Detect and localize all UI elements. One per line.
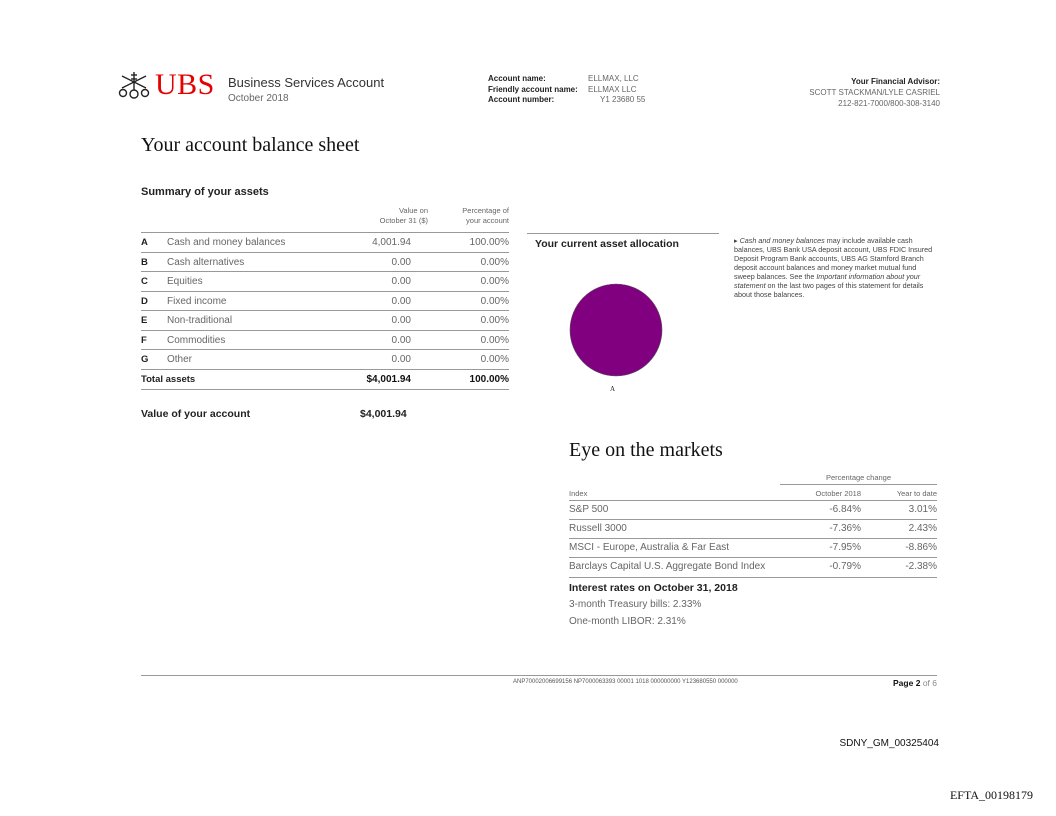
asset-name: Equities (167, 276, 203, 287)
note-text-1: may include available cash balances, UBS Bank USA deposit account, UBS FDIC Insured Deposit Program Bank accounts, UBS AG Stamford Branch deposit account balances and money market mutual fund sweep balances. See the (734, 236, 933, 281)
pie-slice-a (570, 284, 662, 376)
ubs-wordmark: UBS (155, 68, 215, 101)
note-italic-2: Important information about your statement (734, 272, 921, 290)
account-value-label: Value of your account (141, 408, 251, 420)
financial-advisor (809, 76, 940, 109)
total-assets-value: $4,001.94 (366, 374, 411, 385)
asset-percent: 0.00% (480, 276, 509, 287)
market-month: -0.79% (829, 561, 861, 572)
value-header-line1: Value on (398, 206, 428, 215)
asset-row-g (141, 349, 509, 369)
total-assets-percent: 100.00% (469, 374, 509, 385)
value-header-line2: October 31 ($) (379, 216, 428, 225)
asset-row-e (141, 310, 509, 330)
asset-name: Commodities (167, 335, 226, 346)
efta-number: EFTA_00198179 (949, 788, 1033, 802)
percent-column-header (430, 206, 509, 226)
asset-key: G (141, 354, 149, 365)
ubs-logo (117, 70, 215, 100)
pie-label-a: A (610, 385, 616, 393)
asset-row-a (141, 232, 509, 252)
asset-percent: 0.00% (480, 315, 509, 326)
page-number (893, 678, 937, 688)
market-row-barclays (569, 557, 937, 578)
asset-value: 0.00 (391, 276, 411, 287)
asset-name: Fixed income (167, 296, 227, 307)
asset-row-b (141, 252, 509, 272)
percent-header-line1: Percentage of (462, 206, 509, 215)
account-name-value: ELLMAX, LLC (588, 74, 639, 83)
asset-percent: 100.00% (469, 237, 509, 248)
footer-divider (141, 675, 937, 676)
summary-title: Summary of your assets (141, 186, 269, 198)
page-word: Page (893, 678, 914, 688)
document-code: ANP70002006699156 NP7000063393 00001 1018 000000000 Y123680550 000000 (513, 679, 738, 685)
page-current: 2 (915, 678, 921, 688)
advisor-title: Your Financial Advisor: (851, 77, 940, 86)
asset-value: 0.00 (391, 335, 411, 346)
page-title: Your account balance sheet (141, 134, 360, 156)
asset-value: 0.00 (391, 315, 411, 326)
asset-key: D (141, 296, 148, 307)
asset-percent: 0.00% (480, 257, 509, 268)
bullet-arrow-icon: ▸ (734, 236, 738, 245)
market-ytd: 2.43% (908, 523, 937, 534)
asset-row-f (141, 330, 509, 350)
asset-value: 0.00 (391, 354, 411, 365)
advisor-phone: 212-821-7000/800-308-3140 (838, 99, 940, 108)
account-info (488, 74, 645, 106)
asset-name: Non-traditional (167, 315, 233, 326)
market-ytd: -8.86% (905, 542, 937, 553)
asset-key: A (141, 237, 148, 248)
account-number-label: Account number: (488, 95, 555, 104)
asset-name: Other (167, 354, 193, 365)
index-column-header: Index (569, 489, 588, 498)
market-ytd: 3.01% (908, 504, 937, 515)
asset-key: F (141, 335, 147, 346)
asset-value: 0.00 (391, 257, 411, 268)
percentage-change-header: Percentage change (780, 473, 937, 485)
total-assets-label: Total assets (141, 374, 196, 385)
asset-key: C (141, 276, 148, 287)
allocation-title: Your current asset allocation (535, 238, 679, 250)
percent-header-line2: your account (466, 216, 509, 225)
markets-title: Eye on the markets (569, 439, 723, 461)
friendly-name-value: ELLMAX LLC (588, 84, 637, 94)
note-italic-1: Cash and money balances (739, 236, 825, 245)
asset-row-d (141, 291, 509, 311)
asset-percent: 0.00% (480, 354, 509, 365)
market-index: S&P 500 (569, 504, 609, 515)
keys-emblem-icon (117, 70, 151, 100)
libor-rate: One-month LIBOR: 2.31% (569, 616, 686, 627)
bates-number: SDNY_GM_00325404 (839, 738, 939, 749)
total-assets-row (141, 369, 509, 390)
ytd-column-header: Year to date (896, 489, 937, 498)
market-month: -6.84% (829, 504, 861, 515)
market-row-sp500 (569, 500, 937, 520)
month-column-header: October 2018 (815, 489, 861, 498)
asset-key: B (141, 257, 148, 268)
account-number-value: Y1 23680 55 (600, 95, 646, 104)
asset-percent: 0.00% (480, 335, 509, 346)
allocation-divider (527, 233, 719, 234)
page-total: of 6 (922, 678, 937, 688)
market-index: Barclays Capital U.S. Aggregate Bond Index (569, 561, 766, 572)
treasury-rate: 3-month Treasury bills: 2.33% (569, 599, 702, 610)
market-month: -7.36% (829, 523, 861, 534)
asset-key: E (141, 315, 148, 326)
asset-row-c (141, 271, 509, 291)
asset-name: Cash and money balances (167, 237, 286, 248)
asset-value: 4,001.94 (372, 237, 411, 248)
account-name-label: Account name: (488, 74, 546, 83)
allocation-pie-chart (566, 280, 666, 380)
advisor-name: SCOTT STACKMAN/LYLE CASRIEL (809, 88, 940, 97)
account-value: $4,001.94 (360, 408, 407, 420)
asset-percent: 0.00% (480, 296, 509, 307)
statement-period: October 2018 (228, 93, 289, 104)
market-ytd: -2.38% (905, 561, 937, 572)
value-column-header (350, 206, 428, 226)
market-row-russell (569, 519, 937, 539)
cash-balances-note (734, 236, 934, 299)
asset-name: Cash alternatives (167, 257, 245, 268)
account-type: Business Services Account (228, 75, 385, 90)
market-row-msci (569, 538, 937, 558)
market-index: Russell 3000 (569, 523, 627, 534)
interest-rates-title: Interest rates on October 31, 2018 (569, 582, 738, 594)
market-month: -7.95% (829, 542, 861, 553)
asset-value: 0.00 (391, 296, 411, 307)
note-text-2: on the last two pages of this statement for details about those balances. (734, 281, 924, 299)
market-index: MSCI - Europe, Australia & Far East (569, 542, 730, 553)
friendly-name-label: Friendly account name: (488, 84, 578, 94)
